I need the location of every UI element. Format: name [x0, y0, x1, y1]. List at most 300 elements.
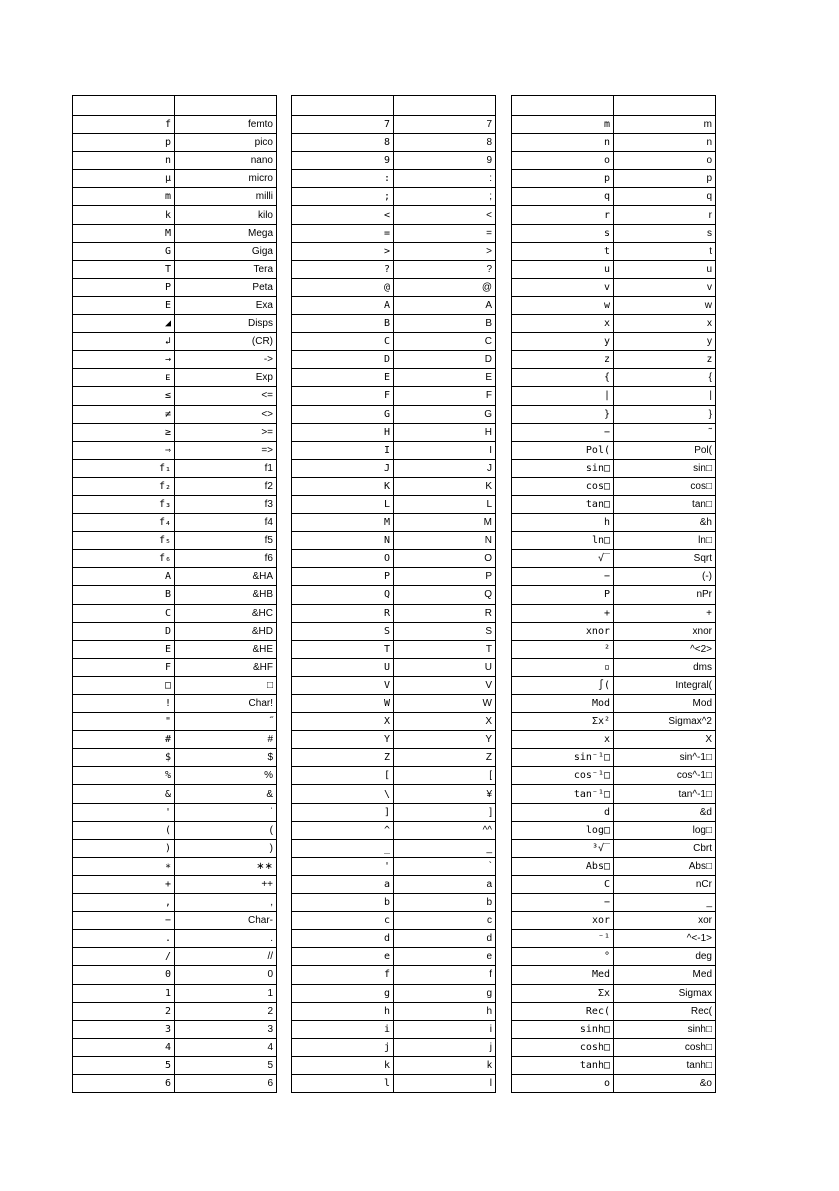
symbol-cell: xor — [512, 912, 614, 930]
table-row — [73, 423, 277, 441]
symbol-cell: J — [292, 459, 394, 477]
table-row — [73, 803, 277, 821]
table-row — [512, 1074, 716, 1092]
symbol-cell: ^ — [292, 821, 394, 839]
text-cell: 0 — [175, 966, 277, 984]
text-cell: tanh□ — [614, 1056, 716, 1074]
symbol-cell: Mod — [512, 695, 614, 713]
symbol-cell: A — [292, 296, 394, 314]
text-cell: # — [175, 731, 277, 749]
symbol-cell: 9 — [292, 152, 394, 170]
text-cell: F — [394, 387, 496, 405]
symbol-cell: ᴇ — [73, 369, 175, 387]
text-cell: Rec( — [614, 1002, 716, 1020]
table-row — [292, 966, 496, 984]
symbol-cell: W — [292, 695, 394, 713]
text-cell: b — [394, 894, 496, 912]
text-cell: ˝ — [175, 713, 277, 731]
table-row — [292, 1002, 496, 1020]
symbol-cell: ° — [512, 948, 614, 966]
text-cell: _ — [614, 894, 716, 912]
symbol-cell: X — [292, 713, 394, 731]
table-row — [512, 875, 716, 893]
text-cell: K — [394, 477, 496, 495]
table-row — [73, 170, 277, 188]
text-cell: nano — [175, 152, 277, 170]
table-row — [512, 695, 716, 713]
text-cell: j — [394, 1038, 496, 1056]
symbol-cell: " — [73, 713, 175, 731]
symbol-cell: ⇒ — [73, 441, 175, 459]
table-row — [292, 930, 496, 948]
table-row — [292, 369, 496, 387]
table-row — [73, 278, 277, 296]
table-row — [73, 1038, 277, 1056]
text-cell: f1 — [175, 459, 277, 477]
symbol-cell: Pol( — [512, 441, 614, 459]
symbol-cell: @ — [292, 278, 394, 296]
symbol-cell: ( — [73, 821, 175, 839]
text-cell: &h — [614, 514, 716, 532]
table-row — [73, 152, 277, 170]
symbol-cell: B — [292, 315, 394, 333]
symbol-cell: f₁ — [73, 459, 175, 477]
text-cell: 8 — [394, 134, 496, 152]
text-cell: 5 — [175, 1056, 277, 1074]
table-row — [292, 1056, 496, 1074]
text-cell: m — [614, 116, 716, 134]
text-cell: J — [394, 459, 496, 477]
text-cell: ` — [394, 857, 496, 875]
text-cell: Sigmax — [614, 984, 716, 1002]
text-cell: xor — [614, 912, 716, 930]
symbol-cell: tanh□ — [512, 1056, 614, 1074]
symbol-cell: tan□ — [512, 495, 614, 513]
table-row — [512, 821, 716, 839]
header-cell-text — [394, 96, 496, 116]
table-row — [512, 622, 716, 640]
text-cell: 3 — [175, 1020, 277, 1038]
symbol-cell: I — [292, 441, 394, 459]
table-row — [292, 785, 496, 803]
text-cell: L — [394, 495, 496, 513]
text-cell: ; — [394, 188, 496, 206]
table-row — [292, 423, 496, 441]
symbol-cell: E — [73, 640, 175, 658]
symbol-cell: 8 — [292, 134, 394, 152]
symbol-cell: log□ — [512, 821, 614, 839]
table-row — [73, 260, 277, 278]
text-cell: cos^-1□ — [614, 767, 716, 785]
text-cell: <= — [175, 387, 277, 405]
text-cell: Exa — [175, 296, 277, 314]
symbol-cell: C — [292, 333, 394, 351]
text-cell: P — [394, 568, 496, 586]
symbol-cell: n — [512, 134, 614, 152]
table-row — [73, 912, 277, 930]
text-cell: ^^ — [394, 821, 496, 839]
text-cell: i — [394, 1020, 496, 1038]
symbol-cell: A — [73, 568, 175, 586]
conversion-table-1 — [72, 95, 277, 1093]
text-cell: X — [394, 713, 496, 731]
text-cell: Pol( — [614, 441, 716, 459]
symbol-cell: t — [512, 242, 614, 260]
symbol-cell: [ — [292, 767, 394, 785]
text-cell: &HA — [175, 568, 277, 586]
text-cell: &HC — [175, 604, 277, 622]
table-row — [73, 839, 277, 857]
header-cell-text — [614, 96, 716, 116]
table-row — [512, 894, 716, 912]
symbol-cell: c — [292, 912, 394, 930]
symbol-cell: E — [73, 296, 175, 314]
text-cell: Med — [614, 966, 716, 984]
symbol-cell: ⁻¹ — [512, 930, 614, 948]
text-cell: ln□ — [614, 532, 716, 550]
symbol-cell: Σx² — [512, 713, 614, 731]
symbol-cell: M — [73, 224, 175, 242]
text-cell: &HF — [175, 658, 277, 676]
symbol-cell: ] — [292, 803, 394, 821]
table-row — [292, 134, 496, 152]
text-cell: Y — [394, 731, 496, 749]
symbol-cell: ≤ — [73, 387, 175, 405]
table-row — [512, 1002, 716, 1020]
text-cell: { — [614, 369, 716, 387]
text-cell: M — [394, 514, 496, 532]
table-row — [512, 315, 716, 333]
text-cell: f6 — [175, 550, 277, 568]
table-row — [512, 586, 716, 604]
symbol-cell: → — [73, 351, 175, 369]
symbol-cell: xnor — [512, 622, 614, 640]
table-row — [292, 875, 496, 893]
text-cell: 4 — [175, 1038, 277, 1056]
symbol-cell: f₃ — [73, 495, 175, 513]
table-row — [512, 912, 716, 930]
table-row — [512, 713, 716, 731]
symbol-cell: F — [292, 387, 394, 405]
table-row — [73, 622, 277, 640]
table-row — [292, 224, 496, 242]
symbol-cell: f — [292, 966, 394, 984]
text-cell: @ — [394, 278, 496, 296]
symbol-cell: N — [292, 532, 394, 550]
table-row — [292, 296, 496, 314]
text-cell: tan□ — [614, 495, 716, 513]
text-cell: 2 — [175, 1002, 277, 1020]
symbol-cell: ² — [512, 640, 614, 658]
table-row — [512, 134, 716, 152]
text-cell: O — [394, 550, 496, 568]
text-cell: Sigmax^2 — [614, 713, 716, 731]
table-row — [512, 984, 716, 1002]
symbol-cell: , — [73, 894, 175, 912]
symbol-cell: sinh□ — [512, 1020, 614, 1038]
table-row — [73, 731, 277, 749]
table-row — [292, 278, 496, 296]
table-row — [512, 785, 716, 803]
symbol-cell: Y — [292, 731, 394, 749]
symbol-cell: . — [73, 930, 175, 948]
table-row — [512, 242, 716, 260]
table-row — [73, 930, 277, 948]
symbol-cell: w — [512, 296, 614, 314]
table-row — [73, 604, 277, 622]
text-cell: cosh□ — [614, 1038, 716, 1056]
symbol-cell: k — [292, 1056, 394, 1074]
text-cell: &HD — [175, 622, 277, 640]
text-cell: u — [614, 260, 716, 278]
text-cell: & — [175, 785, 277, 803]
text-cell: g — [394, 984, 496, 1002]
symbol-cell: P — [512, 586, 614, 604]
text-cell: Char! — [175, 695, 277, 713]
text-cell: ∗∗ — [175, 857, 277, 875]
table-row — [512, 459, 716, 477]
table-row — [73, 749, 277, 767]
text-cell: } — [614, 405, 716, 423]
text-cell: Peta — [175, 278, 277, 296]
symbol-cell: C — [512, 875, 614, 893]
table-row — [73, 116, 277, 134]
text-cell: I — [394, 441, 496, 459]
text-cell: Mega — [175, 224, 277, 242]
table-row — [292, 821, 496, 839]
text-cell: nPr — [614, 586, 716, 604]
text-cell: S — [394, 622, 496, 640]
table-header-row — [292, 96, 496, 116]
table-row — [292, 912, 496, 930]
symbol-cell: H — [292, 423, 394, 441]
text-cell: f — [394, 966, 496, 984]
symbol-cell: ≠ — [73, 405, 175, 423]
table-row — [73, 821, 277, 839]
table-row — [512, 1038, 716, 1056]
symbol-cell: O — [292, 550, 394, 568]
table-row — [292, 441, 496, 459]
symbol-cell: f₆ — [73, 550, 175, 568]
text-cell: p — [614, 170, 716, 188]
table-row — [73, 224, 277, 242]
symbol-cell: Abs□ — [512, 857, 614, 875]
text-cell: (-) — [614, 568, 716, 586]
symbol-cell: 4 — [73, 1038, 175, 1056]
text-cell: H — [394, 423, 496, 441]
symbol-cell: sin□ — [512, 459, 614, 477]
table-row — [73, 568, 277, 586]
text-cell: <> — [175, 405, 277, 423]
table-row — [73, 495, 277, 513]
symbol-cell: tan⁻¹□ — [512, 785, 614, 803]
text-cell: Sqrt — [614, 550, 716, 568]
symbol-cell: D — [292, 351, 394, 369]
table-row — [73, 514, 277, 532]
header-cell-symbol — [73, 96, 175, 116]
symbol-cell: b — [292, 894, 394, 912]
text-cell: sin□ — [614, 459, 716, 477]
symbol-cell: m — [512, 116, 614, 134]
text-cell: 9 — [394, 152, 496, 170]
symbol-cell: 0 — [73, 966, 175, 984]
text-cell: z — [614, 351, 716, 369]
table-row — [512, 387, 716, 405]
text-cell: // — [175, 948, 277, 966]
text-cell: + — [614, 604, 716, 622]
table-row — [73, 405, 277, 423]
text-cell: ˈ — [175, 803, 277, 821]
text-cell: log□ — [614, 821, 716, 839]
symbol-cell: C — [73, 604, 175, 622]
text-cell: | — [614, 387, 716, 405]
text-cell: ( — [175, 821, 277, 839]
table-row — [73, 1002, 277, 1020]
table-row — [292, 948, 496, 966]
table-row — [73, 676, 277, 694]
symbol-cell: x — [512, 731, 614, 749]
text-cell: xnor — [614, 622, 716, 640]
header-cell-text — [175, 96, 277, 116]
text-cell: $ — [175, 749, 277, 767]
symbol-cell: 3 — [73, 1020, 175, 1038]
text-cell: . — [175, 930, 277, 948]
table-row — [512, 1056, 716, 1074]
symbol-cell: _ — [292, 839, 394, 857]
text-cell: 1 — [175, 984, 277, 1002]
text-cell: Abs□ — [614, 857, 716, 875]
table-row — [73, 658, 277, 676]
text-cell: f4 — [175, 514, 277, 532]
table-row — [512, 495, 716, 513]
symbol-cell: D — [73, 622, 175, 640]
symbol-cell: cos⁻¹□ — [512, 767, 614, 785]
text-cell: d — [394, 930, 496, 948]
table-row — [292, 477, 496, 495]
text-cell: □ — [175, 676, 277, 694]
symbol-cell: ≥ — [73, 423, 175, 441]
table-row — [73, 206, 277, 224]
conversion-table-3 — [511, 95, 716, 1093]
symbol-cell: q — [512, 188, 614, 206]
text-cell: ˜ — [614, 423, 716, 441]
symbol-cell: 1 — [73, 984, 175, 1002]
symbol-cell: √‾ — [512, 550, 614, 568]
symbol-cell: ↲ — [73, 333, 175, 351]
text-cell: >= — [175, 423, 277, 441]
text-cell: ^<2> — [614, 640, 716, 658]
table-row — [73, 857, 277, 875]
symbol-cell: i — [292, 1020, 394, 1038]
symbol-cell: = — [292, 224, 394, 242]
text-cell: f2 — [175, 477, 277, 495]
text-cell: h — [394, 1002, 496, 1020]
symbol-cell: { — [512, 369, 614, 387]
symbol-cell: o — [512, 152, 614, 170]
text-cell: % — [175, 767, 277, 785]
table-row — [512, 514, 716, 532]
symbol-cell: : — [292, 170, 394, 188]
symbol-cell: 7 — [292, 116, 394, 134]
table-row — [512, 731, 716, 749]
text-cell: [ — [394, 767, 496, 785]
text-cell: : — [394, 170, 496, 188]
text-cell: ] — [394, 803, 496, 821]
symbol-cell: sin⁻¹□ — [512, 749, 614, 767]
table-row — [73, 640, 277, 658]
symbol-cell: E — [292, 369, 394, 387]
text-cell: n — [614, 134, 716, 152]
symbol-cell: f₅ — [73, 532, 175, 550]
table-row — [73, 134, 277, 152]
table-row — [512, 839, 716, 857]
table-row — [292, 459, 496, 477]
table-row — [292, 550, 496, 568]
table-row — [73, 441, 277, 459]
symbol-cell: − — [512, 894, 614, 912]
table-row — [512, 116, 716, 134]
symbol-cell: ln□ — [512, 532, 614, 550]
table-row — [73, 369, 277, 387]
table-row — [512, 405, 716, 423]
symbol-cell: h — [292, 1002, 394, 1020]
table-row — [73, 984, 277, 1002]
table-row — [512, 658, 716, 676]
text-cell: ^<-1> — [614, 930, 716, 948]
table-row — [292, 984, 496, 1002]
symbol-cell: u — [512, 260, 614, 278]
text-cell: ¥ — [394, 785, 496, 803]
text-cell: v — [614, 278, 716, 296]
table-row — [292, 315, 496, 333]
table-row — [292, 116, 496, 134]
text-cell: f3 — [175, 495, 277, 513]
text-cell: ) — [175, 839, 277, 857]
symbol-cell: T — [292, 640, 394, 658]
symbol-cell: f₂ — [73, 477, 175, 495]
text-cell: sin^-1□ — [614, 749, 716, 767]
text-cell: W — [394, 695, 496, 713]
table-row — [292, 894, 496, 912]
symbol-cell: □ — [73, 676, 175, 694]
symbol-cell: l — [292, 1074, 394, 1092]
table-row — [292, 405, 496, 423]
symbol-cell: U — [292, 658, 394, 676]
text-cell: E — [394, 369, 496, 387]
symbol-cell: z — [512, 351, 614, 369]
symbol-cell: f — [73, 116, 175, 134]
table-row — [512, 568, 716, 586]
symbol-cell: n — [73, 152, 175, 170]
text-cell: micro — [175, 170, 277, 188]
table-row — [292, 242, 496, 260]
table-row — [512, 803, 716, 821]
text-cell: 6 — [175, 1074, 277, 1092]
text-cell: Giga — [175, 242, 277, 260]
symbol-cell: ◢ — [73, 315, 175, 333]
text-cell: dms — [614, 658, 716, 676]
symbol-cell: a — [292, 875, 394, 893]
text-cell: Cbrt — [614, 839, 716, 857]
table-row — [512, 477, 716, 495]
table-row — [73, 550, 277, 568]
table-row — [292, 260, 496, 278]
text-cell: => — [175, 441, 277, 459]
text-cell: c — [394, 912, 496, 930]
header-cell-symbol — [292, 96, 394, 116]
table-row — [73, 1074, 277, 1092]
table-row — [512, 152, 716, 170]
